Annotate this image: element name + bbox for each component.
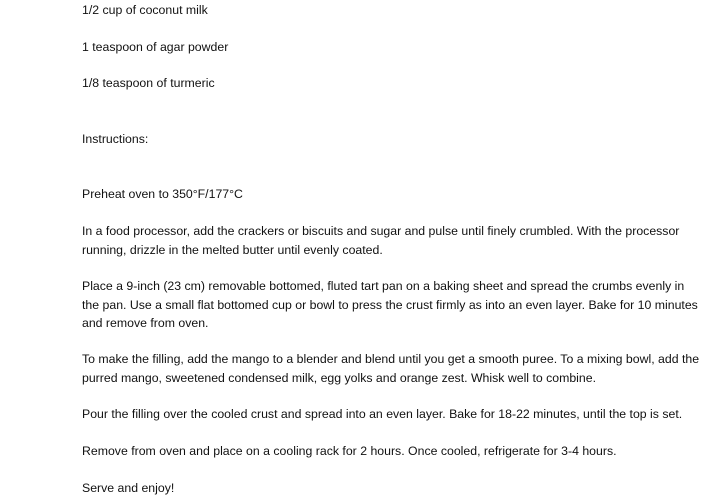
ingredient-item: 1/8 teaspoon of turmeric xyxy=(82,76,215,90)
ingredient-item: 1 teaspoon of agar powder xyxy=(82,40,229,54)
instruction-step: Pour the filling over the cooled crust and spread into an even layer. Bake for 18-22 minutes, until the top is set. xyxy=(82,407,683,421)
instructions-heading: Instructions: xyxy=(82,132,149,146)
ingredient-item: 1/2 cup of coconut milk xyxy=(82,3,208,17)
instruction-step: To make the filling, add the mango to a blender and blend until you get a smooth puree. To a mixing bowl, add the purred mango, sweetened condensed milk, egg yolks and orange zest. Whisk well to combine. xyxy=(82,352,700,385)
instruction-step: In a food processor, add the crackers or biscuits and sugar and pulse until finely crumbled. With the processor running, drizzle in the melted butter until evenly coated. xyxy=(82,224,680,257)
instruction-step: Serve and enjoy! xyxy=(82,481,175,495)
instruction-step: Preheat oven to 350°F/177°C xyxy=(82,187,243,201)
instruction-step: Place a 9-inch (23 cm) removable bottomed, fluted tart pan on a baking sheet and spread the crumbs evenly in the pan. Use a small flat bottomed cup or bowl to press the crust firmly as into an even layer. Bake for 10 minutes and remove from oven. xyxy=(82,279,698,330)
instruction-step: Remove from oven and place on a cooling rack for 2 hours. Once cooled, refrigerate for 3-4 hours. xyxy=(82,444,617,458)
